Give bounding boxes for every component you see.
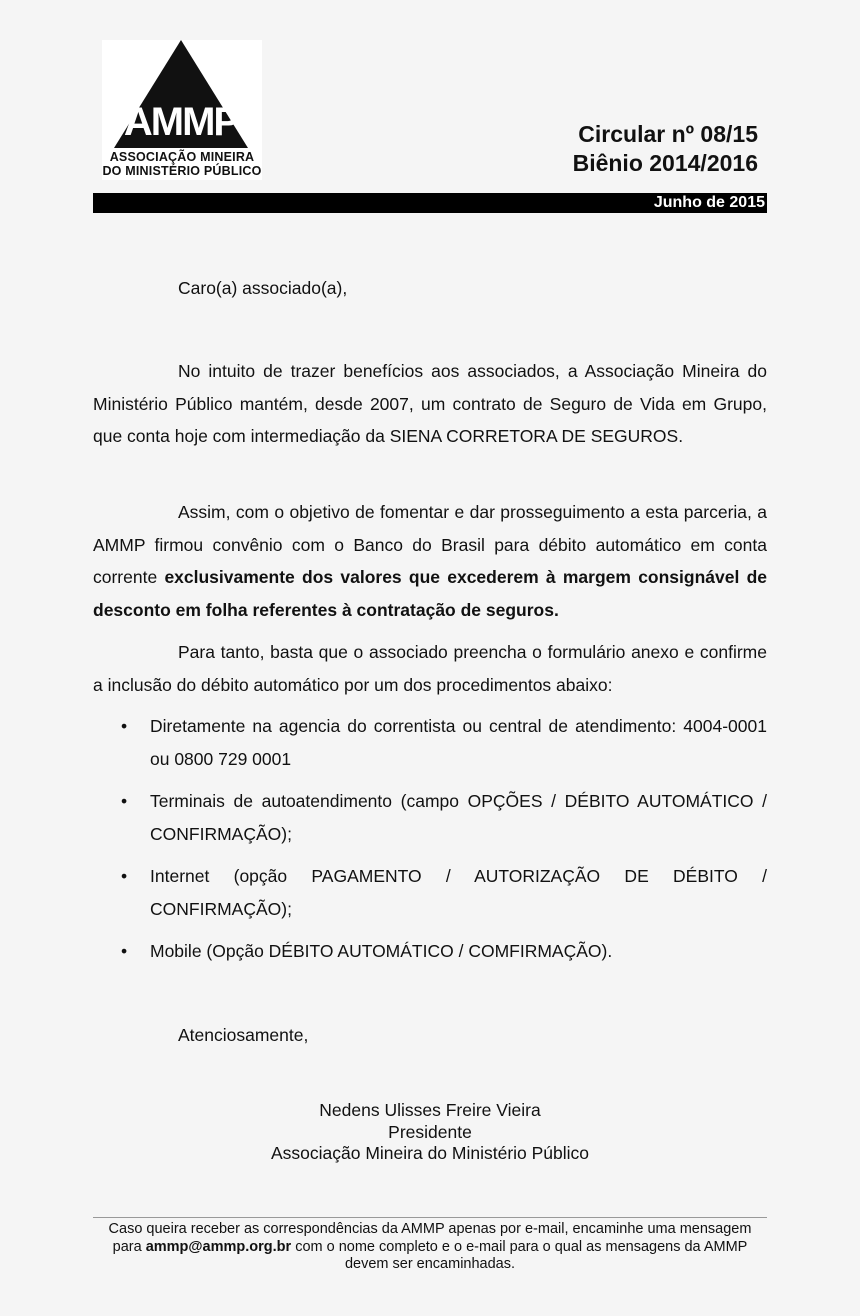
footer-divider (93, 1217, 767, 1218)
paragraph-2-bold: exclusivamente dos valores que excederem à margem consignável de desconto em folha referentes à contratação de seguros. (93, 567, 767, 620)
triangle-logo-icon (102, 40, 262, 150)
paragraph-2 (93, 496, 767, 626)
list-item (93, 785, 767, 850)
signature-name: Nedens Ulisses Freire Vieira (319, 1100, 541, 1120)
greeting: Caro(a) associado(a), (178, 278, 348, 298)
bullet-icon: • (121, 716, 128, 736)
list-item (93, 710, 767, 775)
list-item (93, 935, 767, 968)
list-item-text: Internet (opção PAGAMENTO / AUTORIZAÇÃO DE DÉBITO / CONFIRMAÇÃO); (150, 866, 767, 919)
footer-text-before: Caso queira receber as correspondências da AMMP apenas por e-mail, encaminhe uma mensagem para (108, 1221, 752, 1255)
ammp-logo (102, 40, 262, 180)
logo-org-line2: DO MINISTÉRIO PÚBLICO (102, 164, 262, 178)
signature-role: Presidente (388, 1122, 472, 1142)
footer-note (103, 1221, 757, 1274)
date-label: Junho de 2015 (653, 194, 765, 211)
circular-number: Circular nº 08/15 (578, 121, 758, 147)
procedures-list (93, 710, 767, 968)
list-item-text: Mobile (Opção DÉBITO AUTOMÁTICO / COMFIRMAÇÃO). (150, 941, 613, 961)
signature-org: Associação Mineira do Ministério Público (270, 1143, 590, 1163)
footer-text-after: com o nome completo e o e-mail para o qual as mensagens da AMMP devem ser encaminhadas. (291, 1238, 748, 1272)
paragraph-3: Para tanto, basta que o associado preencha o formulário anexo e confirme a inclusão do débito automático por um dos procedimentos abaixo: (93, 642, 767, 695)
paragraph-2-plain: Assim, com o objetivo de fomentar e dar prosseguimento a esta parceria, a AMMP firmou convênio com o Banco do Brasil para débito automático em conta corrente (93, 502, 767, 587)
bienio: Biênio 2014/2016 (572, 150, 758, 176)
bullet-icon: • (121, 791, 128, 811)
closing: Atenciosamente, (178, 1025, 309, 1045)
header-bar (93, 193, 767, 213)
list-item-text: Terminais de autoatendimento (campo OPÇÕES / DÉBITO AUTOMÁTICO / CONFIRMAÇÃO); (150, 791, 767, 844)
list-item (93, 860, 767, 925)
bullet-icon: • (121, 941, 128, 961)
paragraph-1: No intuito de trazer benefícios aos associados, a Associação Mineira do Ministério Público mantém, desde 2007, um contrato de Seguro de Vida em Grupo, que conta hoje com intermediação da SIENA CORRETORA DE SEGUROS. (93, 361, 767, 446)
logo-acronym: AMMP (123, 100, 239, 144)
bullet-icon: • (121, 866, 128, 886)
logo-org-line1: ASSOCIAÇÃO MINEIRA (109, 150, 255, 164)
list-item-text: Diretamente na agencia do correntista ou central de atendimento: 4004-0001 ou 0800 729 0001 (150, 716, 767, 769)
footer-email[interactable]: ammp@ammp.org.br (145, 1238, 292, 1255)
